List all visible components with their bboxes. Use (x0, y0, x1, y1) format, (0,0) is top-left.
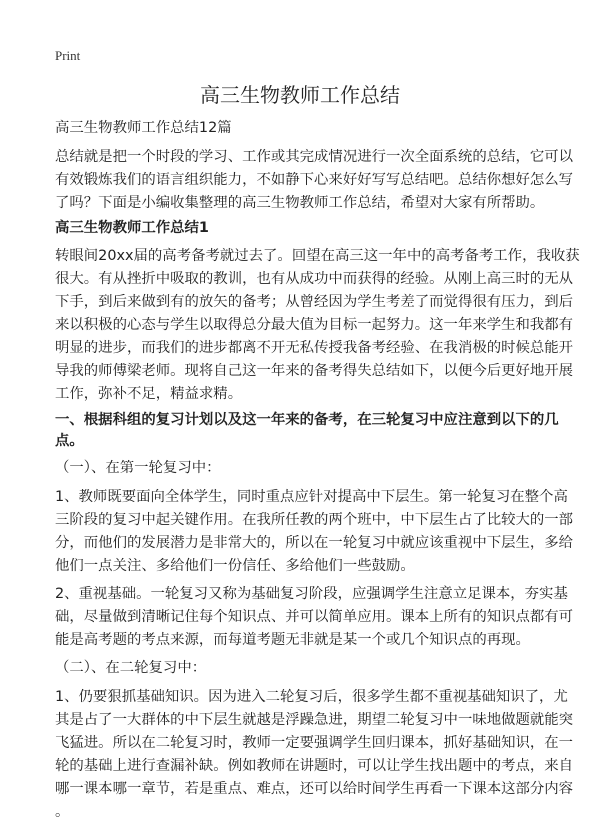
text-line: 明显的进步，而我们的进步都离不开无私传授我备考经验、在我消极的时候总能开 (55, 340, 574, 356)
subheading-second-round: （二）、在二轮复习中： (55, 660, 207, 676)
text-line: 转眼间20xx届的高考备考就过去了。回望在高三这一年中的高考备考工作，我收获 (55, 248, 580, 264)
text-line: 2、重视基础。一轮复习又称为基础复习阶段，应强调学生注意立足课本，夯实基 (55, 586, 568, 602)
print-link[interactable]: Print (55, 48, 81, 63)
text-line: 很大。有从挫折中吸取的教训，也有从成功中而获得的经验。从刚上高三时的无从 (55, 271, 574, 287)
intro-paragraph (55, 146, 574, 215)
text-line: 轮的基础上进行查漏补缺。例如教师在讲题时，可以让学生找出题中的考点，来自 (55, 758, 574, 774)
text-line: 一、根据科组的复习计划以及这一年来的备考，在三轮复习中应注意到以下的几 (55, 412, 559, 428)
text-line: 有效锻炼我们的语言组织能力，不如静下心来好好写写总结吧。总结你想好怎么写 (55, 172, 574, 188)
text-line: 飞猛进。所以在二轮复习时，教师一定要强调学生回归课本，抓好基础知识，在一 (55, 735, 574, 751)
text-line: 点。 (55, 433, 84, 449)
paragraph-2 (55, 486, 574, 578)
paragraph-1 (55, 245, 580, 406)
text-line: 1、教师既要面向全体学生，同时重点应针对提高中下层生。第一轮复习在整个高 (55, 489, 568, 505)
text-line: 三阶段的复习中起关键作用。在我所任教的两个班中，中下层生占了比较大的一部 (55, 512, 574, 528)
text-line: 工作，弥补不足，精益求精。 (55, 386, 243, 402)
text-line: 了吗？下面是小编收集整理的高三生物教师工作总结，希望对大家有所帮助。 (55, 195, 545, 211)
text-line: 他们一点关注、多给他们一份信任、多给他们一些鼓励。 (55, 558, 415, 574)
text-line: 哪一课本哪一章节，若是重点、难点，还可以给时间学生再看一下课本这部分内容 (55, 781, 574, 797)
text-line: 础，尽量做到清晰记住每个知识点、并可以简单应用。课本上所有的知识点都有可 (55, 609, 574, 625)
page-title: 高三生物教师工作总结 (200, 83, 400, 107)
paragraph-4 (55, 686, 574, 824)
text-line: 能是高考题的考点来源，而每道考题无非就是某一个或几个知识点的再现。 (55, 632, 530, 648)
text-line: 总结就是把一个时段的学习、工作或其完成情况进行一次全面系统的总结，它可以 (55, 149, 574, 165)
text-line: 导我的师傅梁老师。现将自己这一年来的备考得失总结如下，以便今后更好地开展 (55, 363, 574, 379)
section-heading: 高三生物教师工作总结1 (55, 220, 209, 236)
text-line: 其是占了一大群体的中下层生就越是浮躁急进，期望二轮复习中一味地做题就能突 (55, 712, 574, 728)
subheading-first-round: （一）、在第一轮复习中： (55, 460, 221, 476)
heading-review-plan (55, 410, 565, 452)
subtitle: 高三生物教师工作总结12篇 (55, 120, 232, 136)
text-line: 下手，到后来做到有的放矢的备考；从曾经因为学生考差了而觉得很有压力，到后 (55, 294, 574, 310)
text-line: 分，而他们的发展潜力是非常大的，所以在一轮复习中就应该重视中下层生，多给 (55, 535, 574, 551)
text-line: 。 (55, 804, 70, 820)
text-line: 来以积极的心态与学生以取得总分最大值为目标一起努力。这一年来学生和我都有 (55, 317, 574, 333)
paragraph-3 (55, 583, 574, 652)
text-line: 1、仍要狠抓基础知识。因为进入二轮复习后，很多学生都不重视基础知识了，尤 (55, 689, 568, 705)
